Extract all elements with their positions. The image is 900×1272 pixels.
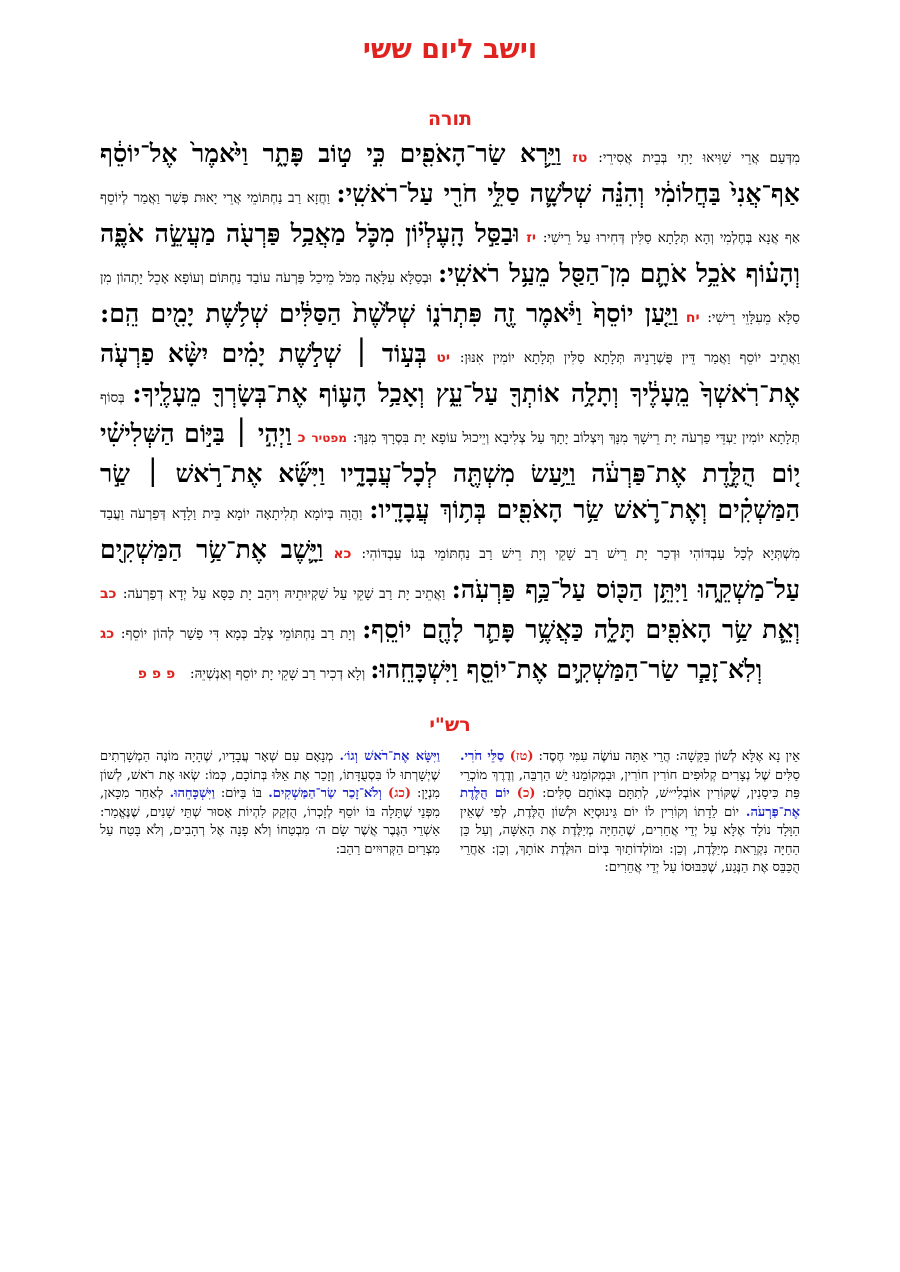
verse-number: יז [526,230,536,246]
rashi-comment: יוֹם לֵדָתוֹ וְקוֹרִין לוֹ יוֹם גֵּינוּסְיָא וּלְשׁוֹן הֻלֶּדֶת, לְפִי שֶׁאֵין הַוָּלָד נוֹלָד אֶלָּא עַל יְדֵי אֲחֵרִים, שֶׁהַחַיָּה מְיַלֶּדֶת אֶת הָאִשָּׁה, וְעַל כֵּן הַחַיָּה נִקְרֵאת מְיַלֶּדֶת, וְכֵן: וּמוֹלְדוֹתַיִךְ בְּיוֹם הוּלֶּדֶת אוֹתָךְ, וְכֵן: אַחֲרֵי הֻכַּבֵּס אֶת הַנֶּגַע, שֶׁכִּבּוּסוֹ עַל יְדֵי אֲחֵרִים: [460,804,800,875]
verse-targum: וְלָא דְכִיר רַב שָׁקֵי יָת יוֹסֵף וְאַנְשְׁיֵהּ: [190,666,366,682]
verse-targum: וַחֲזָא רַב נַחְתּוֹמֵי אֲרֵי יָאוּת פְּשַׁר וַאֲמַר לְיוֹסֵף אַף אֲנָא בְּחֶלְמִי וְהָא תְּלָתָא סַלִּין דְּחִירוּ עַל רֵישִׁי: [100,190,800,246]
page [100,28,800,878]
verse-hebrew: וּבַסַּ֣ל הָֽעֶלְי֗וֹן מִכֹּ֛ל מַאֲכַ֥ל פַּרְעֹ֖ה מַעֲשֵׂ֣ה אֹפֶ֑ה וְהָע֗וֹף אֹכֵ֥ל אֹתָ֛ם מִן־הַסַּ֖ל מֵעַ֥ל רֹאשִֽׁי: [100,219,800,288]
verse-hebrew: בְּע֣וֹד ׀ שְׁלֹ֣שֶׁת יָמִ֗ים יִשָּׂ֨א פַרְעֹ֤ה אֶת־רֹֽאשְׁךָ֙ מֵֽעָלֶ֔יךָ וְתָלָ֥ה אוֹתְךָ֖ עַל־עֵ֑ץ וְאָכַ֥ל הָע֛וֹף אֶת־בְּשָׂרְךָ֖ מֵעָלֶֽיךָ: [100,339,800,408]
torah-text [100,136,800,692]
rashi-text [100,748,800,878]
rashi-dibbur-hamatchil: וַיִּשָּׂא אֶת־רֹאשׁ וְגוֹ׳. [333,749,440,764]
verse-targum: מִדְּעַם אֲרֵי שַׁוִּיאוּ יָתִי בְּבֵית אֲסִירֵי: [598,150,801,166]
verse-targum: וּבְסַלָּא עִלָּאָה מִכֹּל מֵיכַל פַּרְעֹה עוֹבַד נַחְתּוֹם וְעוֹפָא אָכֵל יָתְהוֹן מִן סַלָּא מֵעִלָּוֵי רֵישִׁי: [100,270,800,326]
rashi-comment: מְנָאָם עִם שְׁאָר עֲבָדָיו, שֶׁהָיָה מוֹנֶה הַמְשָׁרְתִים שֶׁיְשָׁרְתוּ לוֹ בִּסְעֻדָּתוֹ, וְזָכַר אֶת אֵלּוּ בְּתוֹכָם, כְּמוֹ: שְׂאוּ אֶת רֹאשׁ, לְשׁוֹן מִנְיָן: [100,749,440,801]
rashi-dibbur-hamatchil: וְלֹא־זָכַר שַׂר־הַמַּשְׁקִים. [261,786,389,801]
rashi-comment: אֵין נָא אֶלָּא לְשׁוֹן בַּקָּשָׁה: הֲרֵי אַתָּה עוֹשֶׂה עִמִּי חֶסֶד: [533,749,800,764]
page-title: וישב ליום ששי [362,34,538,65]
rashi-dibbur-hamatchil: וַיִּשְׁכָּחֵהוּ. [163,786,215,801]
rashi-comment: סַלִּים שֶׁל נְצָרִים קְלוּפִים חוֹרִין חוֹרִין, וּבִמְקוֹמֵנוּ יֵשׁ הַרְבֵּה, וְדֶרֶךְ מוֹכְרֵי פַּת כִּיסָנִין, שֶׁקּוֹרִין אוֹבְלִי״שׁ, לְתִתָּם בְּאוֹתָם סַלִּים: [460,767,800,801]
verse-number: יח [685,310,700,326]
rashi-comment: בּוֹ בַּיּוֹם: [214,786,262,801]
verse-targum: וַאֲתֵיב יָת רַב שָׁקֵי עַל שַׁקְיוּתֵיהּ וִיהַב יָת כַּסָּא עַל יְדָא דְפַרְעֹה: [122,586,446,602]
verse-hebrew: וַיָּ֛שֶׁב אֶת־שַׂ֥ר הַמַּשְׁקִ֖ים עַל־מַשְׁקֵ֑הוּ וַיִּתֵּ֥ן הַכּ֖וֹס עַל־כַּ֥ף פַּרְעֹֽה: [100,535,800,604]
closing-marks: פ פ פ [137,666,185,682]
verse-number: טז [572,150,588,166]
verse-hebrew: וַיְהִ֣י ׀ בַּיּ֣וֹם הַשְּׁלִישִׁ֗י י֚וֹם הֻלֶּ֣דֶת אֶת־פַּרְעֹ֔ה וַיַּ֥עַשׂ מִשְׁתֶּ֖ה לְכָל־עֲבָדָ֑יו וַיִּשָּׂ֞א אֶת־רֹ֣אשׁ ׀ שַׂ֣ר הַמַּשְׁקִ֗ים וְאֶת־רֹ֛אשׁ שַׂ֥ר הָאֹפִ֖ים בְּת֥וֹךְ עֲבָדָֽיו: [100,419,800,524]
verse-hebrew: וְאֵ֛ת שַׂ֥ר הָאֹפִ֖ים תָּלָ֑ה כַּאֲשֶׁ֥ר פָּתַ֛ר לָהֶ֖ם יוֹסֵֽף: [362,615,800,644]
rashi-heading: רש"י [429,714,471,736]
rashi-verse-ref: (כג) [388,786,411,801]
verse-number: יט [436,350,451,366]
verse-targum: בְּסוֹף תְּלָתָא יוֹמִין יַעְדֵּי פַרְעֹה יָת רֵישָׁךְ מִנָּךְ וְיִצְלוֹב יָתָךְ עַל צְלִיבָא וְיֵיכוּל עוֹפָא יָת בִּסְרָךְ מִנָּךְ: [100,390,800,446]
rashi-column-left [100,748,440,878]
verse-targum: וְיָת רַב נַחְתּוֹמֵי צְלַב כְּמָא דִּי פַשַׁר לְהוֹן יוֹסֵף: [120,626,356,642]
verse-number: כ [297,430,306,446]
verse-targum: וַאֲתֵיב יוֹסֵף וַאֲמַר דֵּין פֻּשְׁרָנֵיהּ תְּלָתָא סַלִּין תְּלָתָא יוֹמִין אִנּוּן: [459,350,801,366]
torah-heading: תורה [428,108,472,130]
maftir-label: מפטיר [311,431,347,445]
verse-number: כב [100,586,117,602]
verse-targum: וַהֲוָה בְּיוֹמָא תְלִיתָאָה יוֹמָא בֵּית וַלָדָא דְּפַרְעֹה וַעֲבַד מִשְׁתְּיָא לְכָל עַבְדּוֹהִי וּדְכַר יָת רֵישׁ רַב שָׁקֵי וְיָת רֵישׁ רַב נַחְתּוֹמֵי בְּגוֹ עַבְדּוֹהִי: [100,506,800,562]
rashi-verse-ref: (כ) [516,786,536,801]
rashi-dibbur-hamatchil: סַלֵּי חֹרִי. [460,749,510,764]
verse-hebrew: וַיַּ֥רְא שַׂר־הָאֹפִ֖ים כִּ֣י ט֣וֹב פָּתָ֑ר וַיֹּ֙אמֶר֙ אֶל־יוֹסֵ֔ף אַף־אֲנִי֙ בַּחֲלוֹמִ֔י וְהִנֵּ֗ה שְׁלֹשָׁ֛ה סַלֵּ֥י חֹרִ֖י עַל־רֹאשִֽׁי: [100,139,800,208]
verse-number: כא [333,546,352,562]
verse-hebrew: וְלֹֽא־זָכַ֧ר שַׂר־הַמַּשְׁקִ֛ים אֶת־יוֹסֵ֖ף וַיִּשְׁכָּחֵֽהוּ: [370,655,763,684]
rashi-comment: לְאַחַר מִכָּאן, מִפְּנֵי שֶׁתָּלָה בּוֹ יוֹסֵף לְזָכְרוֹ, הֻזְקַק לִהְיוֹת אָסוּר שְׁתֵּי שָׁנִים, שֶׁנֶּאֱמַר: אַשְׁרֵי הַגֶּבֶר אֲשֶׁר שָׂם ה׳ מִבְטַחוֹ וְלֹא פָנָה אֶל רְהָבִים, וְלֹא בָּטַח עַל מִצְרַיִם הַקְּרוּיִים רַהַב: [100,786,440,857]
verse-number: כג [100,626,115,642]
verse-hebrew: וַיַּ֤עַן יוֹסֵף֙ וַיֹּ֔אמֶר זֶ֖ה פִּתְרֹנ֑וֹ שְׁלֹ֙שֶׁת֙ הַסַּלִּ֔ים שְׁלֹ֥שֶׁת יָמִ֖ים הֵֽם: [100,299,679,328]
rashi-column-right [460,748,800,878]
rashi-verse-ref: (טז) [509,749,534,764]
rashi-dibbur-hamatchil: יוֹם הֻלֶּדֶת אֶת־פַּרְעֹה. [460,786,800,820]
